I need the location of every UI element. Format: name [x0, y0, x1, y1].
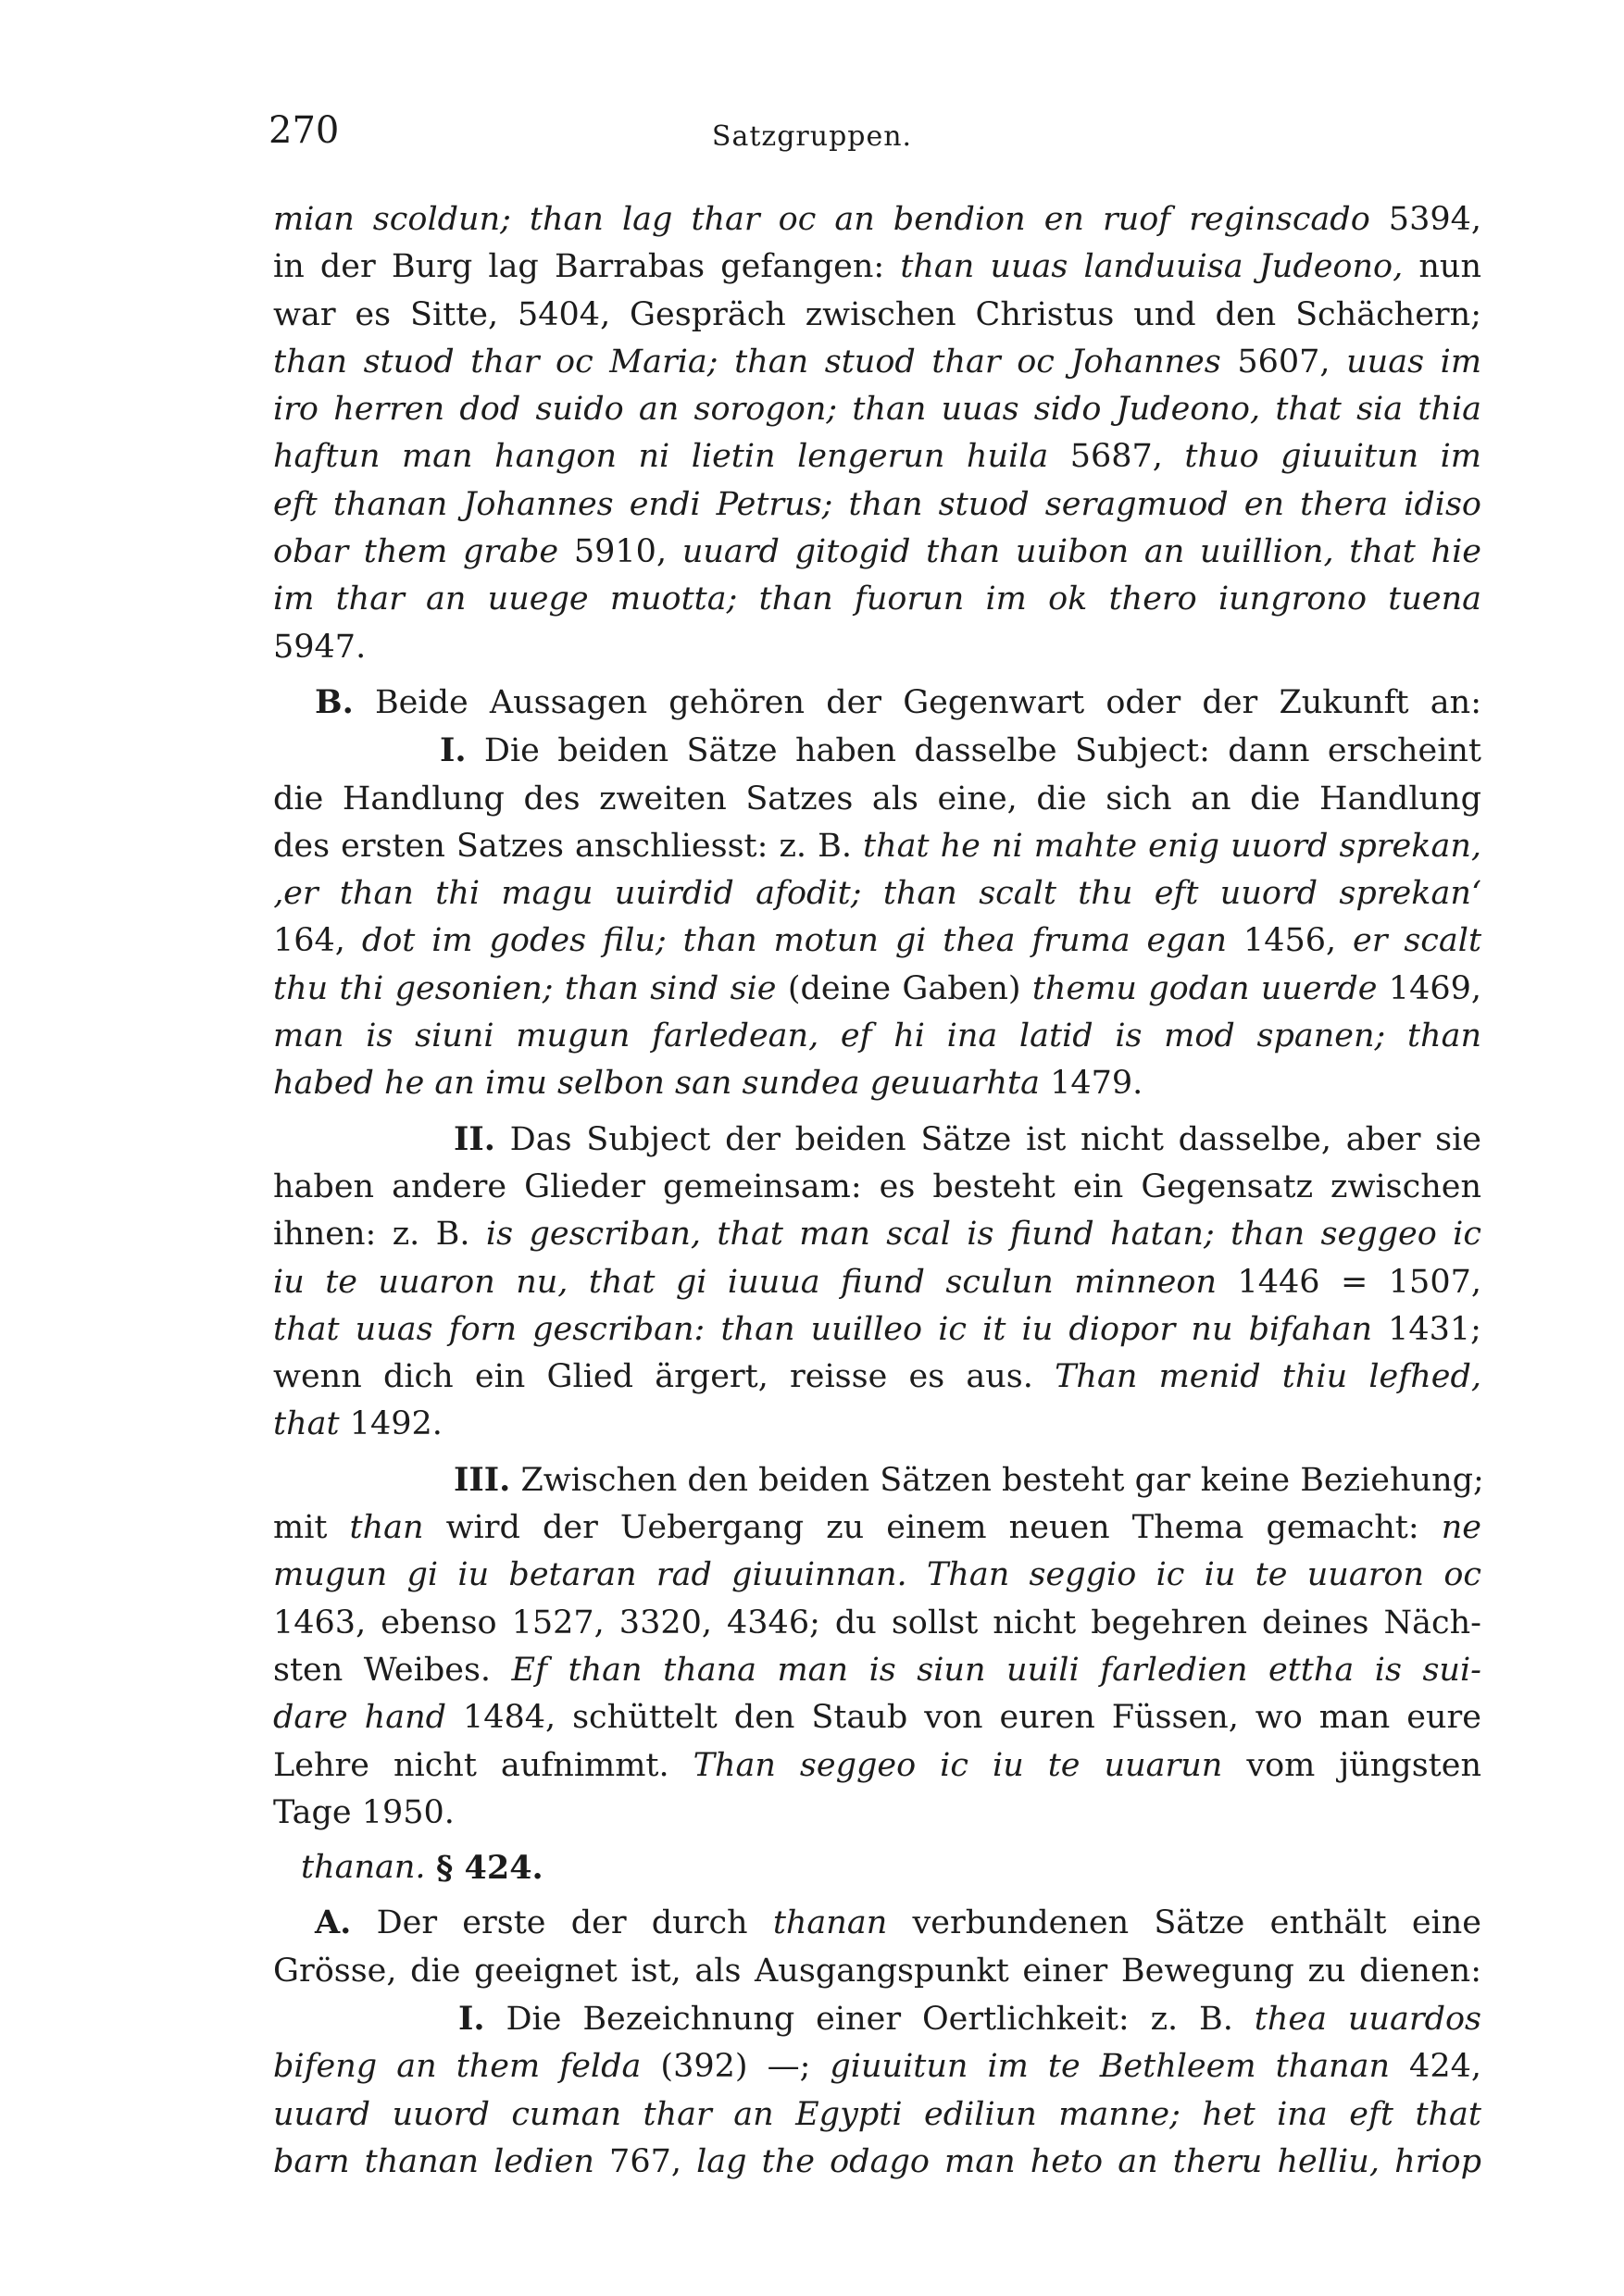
text-segment: mit: [273, 1509, 350, 1547]
italic-segment: than stuod thar oc Maria; than stuod thar oc Johannes: [273, 343, 1221, 381]
italic-segment: er scalt: [1353, 922, 1482, 960]
text-line: [273, 870, 1481, 917]
bold-segment: A.: [315, 1903, 352, 1942]
italic-segment: barn thanan ledien: [273, 2142, 594, 2180]
text-segment: war es Sitte, 5404, Gespräch zwischen Christus und den Schächern;: [273, 295, 1481, 333]
text-line: [273, 1401, 1481, 1448]
bold-segment: III.: [454, 1460, 511, 1499]
text-segment: wird der Uebergang zu einem neuen Thema gemacht:: [423, 1509, 1442, 1547]
text-segment: Zwischen den beiden Sätzen besteht gar keine Beziehung;: [510, 1461, 1484, 1499]
italic-segment: Than seggeo ic iu te uuarun: [693, 1746, 1223, 1784]
text-segment: 1484, schüttelt den Staub von euren Füssen, wo man eure: [446, 1699, 1481, 1737]
page-number: 270: [269, 109, 340, 152]
italic-segment: lag the odago man heto an theru helliu, hriop: [696, 2142, 1482, 2180]
text-line: [273, 2043, 1481, 2090]
text-segment: nun: [1403, 248, 1482, 286]
text-segment: (392) —;: [641, 2048, 831, 2086]
italic-segment: than uuas landuuisa Judeono,: [900, 248, 1404, 286]
text-segment: 5910,: [558, 533, 682, 571]
italic-segment: ne: [1441, 1509, 1481, 1547]
text-line: [273, 1354, 1481, 1401]
text-segment: 5394,: [1369, 201, 1481, 238]
italic-segment: giuuitun im te Bethleem thanan: [830, 2048, 1391, 2086]
text-line: [273, 1995, 1481, 2043]
italic-segment: than: [349, 1509, 424, 1547]
text-line: [273, 1647, 1481, 1694]
italic-segment: obar them grabe: [273, 533, 559, 571]
text-segment: sten Weibes.: [273, 1651, 512, 1689]
section-number: § 424.: [436, 1849, 543, 1888]
text-line: [273, 243, 1481, 291]
italic-segment: iu te uuaron nu, that gi iuuua fiund sculun minneon: [273, 1263, 1217, 1301]
text-line: [273, 1306, 1481, 1354]
text-line: [273, 1211, 1481, 1258]
text-line: [273, 966, 1481, 1013]
text-line: [273, 196, 1481, 243]
bold-segment: I.: [458, 1999, 485, 2038]
italic-segment: thu thi gesonien; than sind sie: [273, 969, 777, 1007]
italic-segment: iro herren dod suido an sorogon; than uuas sido Judeono, that sia thia: [273, 391, 1481, 429]
italic-segment: dare hand: [273, 1699, 447, 1737]
text-segment: Grösse, die geeignet ist, als Ausgangspunkt einer Bewegung zu dienen:: [273, 1952, 1481, 1990]
text-segment: 164,: [273, 922, 362, 960]
text-segment: Lehre nicht aufnimmt.: [273, 1746, 693, 1784]
text-line: [273, 1164, 1481, 1211]
text-segment: in der Burg lag Barrabas gefangen:: [273, 248, 901, 286]
text-segment: 1456,: [1227, 922, 1353, 960]
italic-segment: haftun man hangon ni lietin lengerun huila: [273, 438, 1049, 476]
text-segment: 1446 = 1507,: [1217, 1263, 1481, 1301]
italic-segment: themu godan uuerde: [1031, 969, 1378, 1007]
italic-segment: that uuas forn gescriban: than uuilleo ic it iu diopor nu bifahan: [273, 1310, 1372, 1348]
text-segment: 5607,: [1220, 343, 1347, 381]
italic-segment: Than menid thiu lefhed,: [1055, 1358, 1481, 1396]
text-line: [273, 727, 1481, 775]
bold-segment: II.: [454, 1119, 495, 1158]
bold-segment: B.: [315, 682, 354, 721]
page-header: [0, 109, 1624, 165]
text-line: [273, 2091, 1481, 2139]
text-line: [273, 1948, 1481, 1995]
text-segment: Das Subject der beiden Sätze ist nicht dasselbe, aber sie: [494, 1120, 1481, 1158]
text-line: [273, 1790, 1481, 1837]
body-text: [273, 196, 1484, 2186]
text-segment: 5947.: [273, 628, 367, 666]
italic-segment: ‚er than thi magu uuirdid afodit; than scalt thu eft uuord sprekan‘: [273, 875, 1481, 913]
text-line: [273, 1456, 1484, 1504]
text-line: [273, 292, 1481, 339]
text-segment: Tage 1950.: [273, 1793, 455, 1831]
text-segment: verbundenen Sätze enthält eine: [887, 1904, 1481, 1942]
text-segment: 424,: [1390, 2048, 1481, 2086]
italic-segment: eft thanan Johannes endi Petrus; than stuod seragmuod en thera idiso: [273, 485, 1481, 523]
italic-segment: Ef than thana man is siun uuili farledien ettha is sui-: [511, 1651, 1481, 1689]
text-segment: Die beiden Sätze haben dasselbe Subject: dann erscheint: [466, 732, 1481, 770]
italic-segment: habed he an imu selbon san sundea geuuarhta: [273, 1065, 1040, 1103]
text-segment: 1463, ebenso 1527, 3320, 4346; du sollst nicht begehren deines Näch-: [273, 1603, 1481, 1641]
text-line: [273, 776, 1481, 823]
text-segment: wenn dich ein Glied ärgert, reisse es aus.: [273, 1358, 1056, 1396]
text-line: [273, 2139, 1481, 2186]
italic-segment: thanan.: [301, 1849, 426, 1887]
italic-segment: mian scoldun; than lag thar oc an bendion en ruof reginscado: [273, 201, 1370, 238]
text-segment: 767,: [593, 2142, 697, 2180]
text-line: [273, 1552, 1481, 1599]
italic-segment: is gescriban, that man scal is fiund hatan; than seggeo ic: [485, 1216, 1481, 1254]
text-line: [273, 1013, 1481, 1060]
text-segment: 1431;: [1371, 1310, 1481, 1348]
text-line: [273, 433, 1481, 480]
italic-segment: dot im godes filu; than motun gi thea fruma egan: [361, 922, 1228, 960]
text-segment: 1492.: [339, 1405, 443, 1443]
text-line: [273, 917, 1481, 965]
italic-segment: that he ni mahte enig uuord sprekan,: [863, 827, 1481, 865]
text-line: [273, 679, 1481, 727]
text-segment: 1469,: [1377, 969, 1482, 1007]
text-line: [273, 823, 1481, 870]
text-line: [273, 576, 1481, 623]
text-segment: Der erste der durch: [351, 1904, 773, 1942]
text-segment: Beide Aussagen gehören der Gegenwart oder der Zukunft an:: [353, 683, 1481, 721]
text-line: [273, 1060, 1481, 1107]
text-segment: die Handlung des zweiten Satzes als eine, die sich an die Handlung: [273, 780, 1481, 817]
italic-segment: uuas im: [1346, 343, 1482, 381]
text-line: [273, 1504, 1481, 1552]
running-title: Satzgruppen.: [711, 120, 913, 153]
text-line: [273, 339, 1481, 386]
italic-segment: bifeng an them felda: [273, 2048, 642, 2086]
italic-segment: that: [273, 1405, 340, 1443]
text-segment: 1479.: [1039, 1065, 1143, 1103]
text-line: [273, 1742, 1481, 1790]
italic-segment: uuard uuord cuman thar an Egypti ediliun manne; het ina eft that: [273, 2095, 1481, 2133]
italic-segment: thanan: [772, 1904, 888, 1942]
text-line: [273, 481, 1481, 529]
text-segment: Die Bezeichnung einer Oertlichkeit: z. B.: [484, 2000, 1255, 2038]
italic-segment: thea uuardos: [1254, 2000, 1482, 2038]
italic-segment: thuo giuuitun im: [1184, 438, 1481, 476]
text-line: [273, 1899, 1481, 1947]
text-line: [273, 1600, 1481, 1647]
text-segment: ihnen: z. B.: [273, 1216, 486, 1254]
italic-segment: im thar an uuege muotta; than fuorun im ok thero iungrono tuena: [273, 580, 1481, 618]
italic-segment: mugun gi iu betaran rad giuuinnan. Than seggio ic iu te uuaron oc: [273, 1556, 1481, 1594]
text-line: [273, 386, 1481, 433]
text-segment: vom jüngsten: [1222, 1746, 1481, 1784]
italic-segment: uuard gitogid than uuibon an uuillion, that hie: [681, 533, 1482, 571]
italic-segment: man is siuni mugun farledean, ef hi ina latid is mod spanen; than: [273, 1017, 1481, 1055]
text-line: [273, 1694, 1481, 1741]
text-segment: (deine Gaben): [776, 969, 1032, 1007]
text-line: [273, 529, 1481, 576]
text-segment: 5687,: [1048, 438, 1185, 476]
text-line: [273, 624, 1481, 671]
text-line: [273, 1259, 1481, 1306]
text-segment: haben andere Glieder gemeinsam: es besteht ein Gegensatz zwischen: [273, 1167, 1481, 1205]
bold-segment: I.: [440, 731, 467, 770]
section-heading: [273, 1844, 1481, 1891]
text-line: [273, 1116, 1481, 1164]
text-segment: des ersten Satzes anschliesst: z. B.: [273, 827, 864, 865]
